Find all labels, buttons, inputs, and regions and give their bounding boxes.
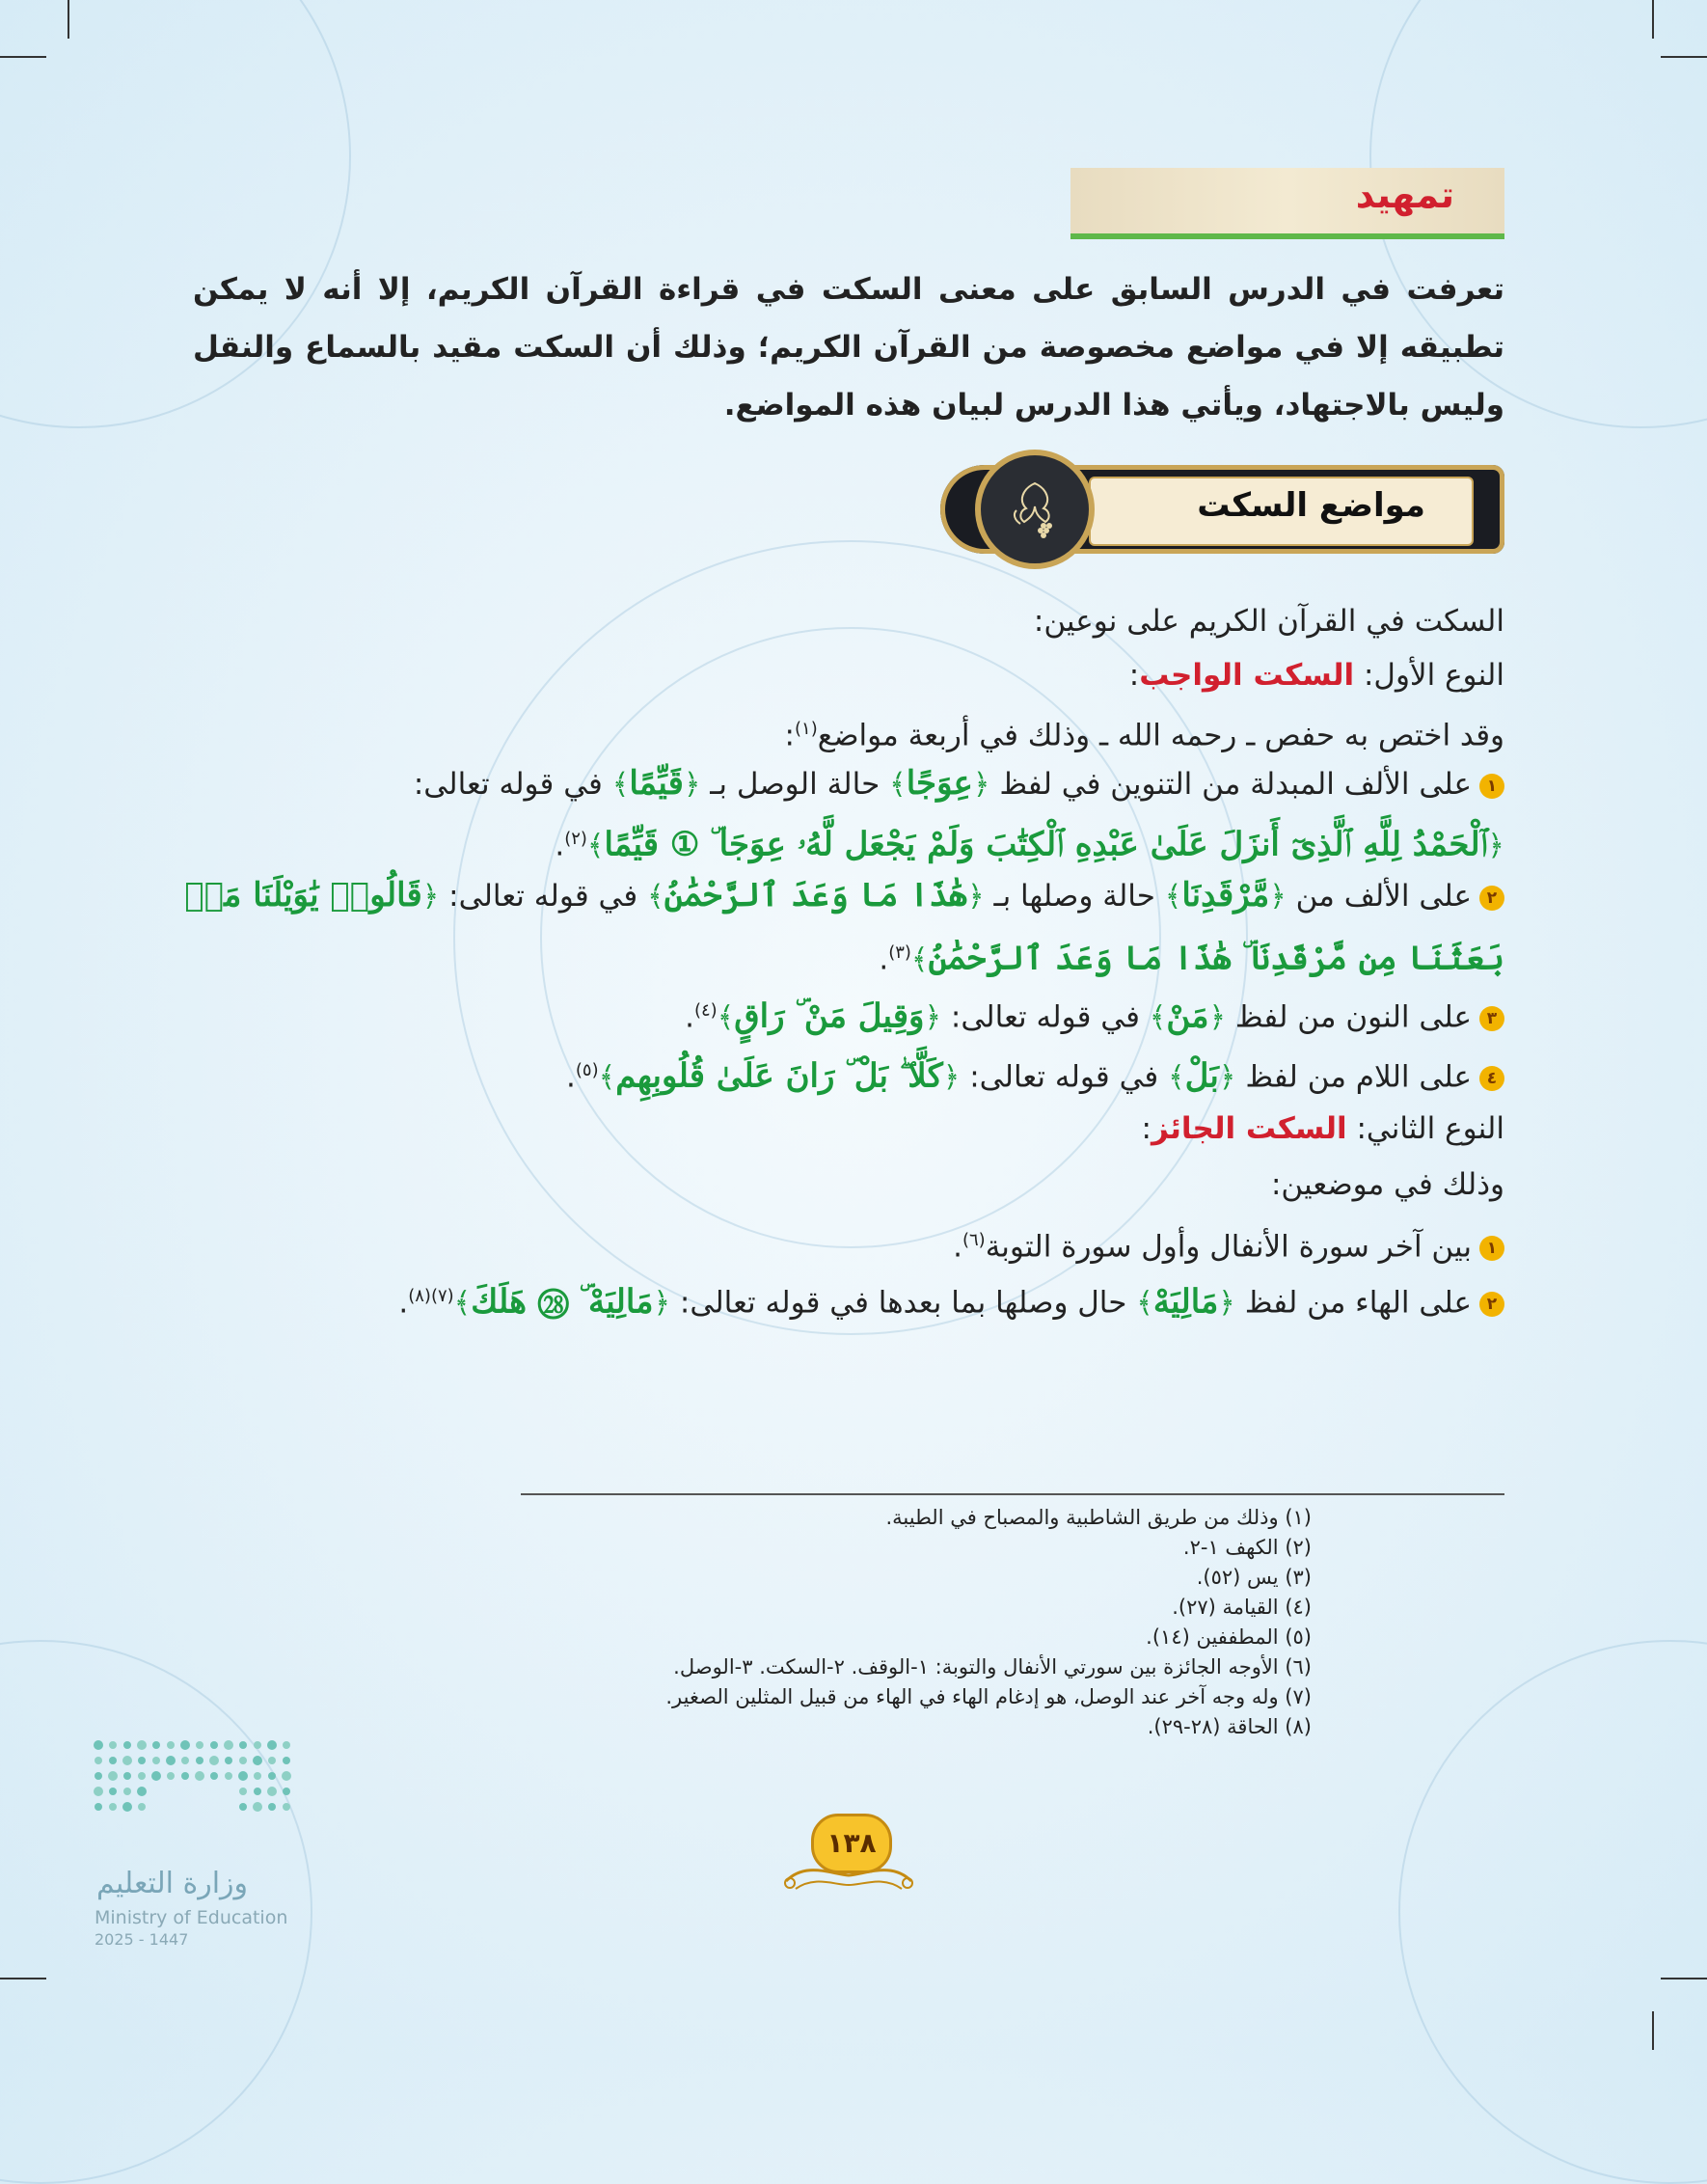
logo-dot [283,1757,290,1764]
page-number-ornament [776,1814,921,1900]
logo-dot [166,1756,176,1765]
intro-title: تمهيد [1355,174,1454,216]
logo-dot [267,1740,277,1750]
logo-dot [239,1788,247,1795]
ministry-logo [89,1732,320,1949]
footnote-ref[interactable]: (٦) [962,1230,986,1250]
ministry-year: 2025 - 1447 [95,1930,189,1949]
list-item [414,755,1504,811]
ornate-bracket: ﴿ [1208,1000,1227,1035]
logo-dot [225,1772,232,1780]
hafs-note: وقد اختص به حفص ـ رحمه الله ـ وذلك في أربعة مواضع [817,718,1504,753]
logo-dot [196,1757,203,1764]
item-text: على اللام من لفظ [1235,1059,1472,1095]
footnote-item: (١) وذلك من طريق الشاطبية والمصباح في الطيبة. [885,1506,1312,1529]
places-intro: وذلك في موضعين: [1270,1167,1504,1202]
period: . [398,1285,409,1321]
logo-dot [123,1788,131,1795]
logo-dot [181,1757,189,1764]
logo-dot [109,1788,117,1795]
item-text: على النون من لفظ [1226,999,1472,1035]
footnote-item: (٦) الأوجه الجائزة بين سورتي الأنفال والتوبة: ١-الوقف. ٢-السكت. ٣-الوصل. [673,1655,1312,1679]
section-title: مواضع السكت [1197,486,1425,525]
item-text: على الهاء من لفظ [1234,1285,1472,1321]
section-banner [940,465,1504,554]
quran-verse: قَالُوا۟ يَٰوَيْلَنَا مَنۢ [184,876,422,915]
footnote-item: (٣) يس (٥٢). [1196,1566,1312,1589]
type2-label: النوع الثاني: [1346,1111,1504,1146]
item-text: على الألف من [1286,879,1472,914]
paragraph-line [1034,593,1504,649]
logo-dot [138,1757,146,1764]
ornate-bracket: ﴾ [1136,1286,1153,1321]
list-item [685,983,1504,1039]
logo-dot [122,1756,132,1765]
ministry-name-ar: وزارة التعليم [96,1867,249,1900]
ornate-bracket: ﴾ [889,768,907,802]
item-number-badge: ٢ [1479,886,1504,911]
item-text: في قوله تعالى: [439,879,648,914]
logo-dot [239,1803,247,1811]
logo-dot [109,1803,117,1811]
type2-heading [1142,1101,1504,1157]
quran-verse: كَلَّا ۖ بَلْ ۜ رَانَ عَلَىٰ قُلُوبِهِم [615,1056,943,1096]
logo-dot [283,1788,290,1795]
logo-dot [137,1787,147,1796]
logo-dot [239,1741,247,1749]
quran-verse: مَالِيَهْ ۜ ㉘ هَلَكَ [471,1282,654,1322]
list-item [953,1213,1504,1269]
logo-dot [122,1802,132,1812]
types-intro: السكت في القرآن الكريم على نوعين: [1033,604,1504,639]
logo-dot [268,1757,276,1764]
logo-dot [195,1771,204,1781]
footnote-item: (٨) الحاقة (٢٨-٢٩). [1147,1715,1312,1738]
logo-dot [123,1772,131,1780]
logo-dot [225,1757,232,1764]
quran-word: قَيِّمًا [629,764,684,803]
quran-word: هَٰذَا مَا وَعَدَ ٱلرَّحْمَٰنُ [664,876,968,915]
item-text: حال وصلها بما بعدها في قوله تعالى: [670,1285,1137,1321]
item-text: حالة الوصل بـ [700,767,890,802]
list-item [566,1043,1504,1099]
ornate-bracket: ﴾ [910,942,929,977]
type1-label: النوع الأول: [1354,658,1504,693]
logo-dot [254,1772,261,1780]
quran-word: عِوَجًا [906,764,973,803]
footnotes [347,1503,1312,1742]
ornate-bracket: ﴿ [421,880,440,914]
period: . [953,1229,962,1265]
ornate-bracket: ﴿ [1218,1060,1236,1095]
ornate-bracket: ﴾ [717,1000,735,1035]
section-banner-inner [1089,477,1474,546]
ornate-bracket: ﴿ [1269,880,1287,914]
list-item [184,867,1504,923]
ornate-bracket: ﴾ [1164,880,1182,914]
ornate-bracket: ﴿ [683,768,701,802]
logo-dot [137,1740,147,1750]
quran-word: مَنْ [1166,996,1209,1036]
footnote-item: (٤) القيامة (٢٧). [1172,1596,1312,1619]
logo-dot [151,1771,161,1781]
type1-heading [1129,647,1504,703]
intro-paragraph: تعرفت في الدرس السابق على معنى السكت في قراءة القرآن الكريم، إلا أنه لا يمكن تطبيقه إلا في مواضع مخصوصة من القرآن الكريم؛ وذلك أن السكت مقيد بالسماع والنقل وليس بالاجتهاد، ويأتي هذا الدرس لبيان هذه المواضع. [193,272,1504,423]
period: . [879,942,889,977]
logo-dot [210,1741,218,1749]
item-number-badge: ٣ [1479,1006,1504,1031]
footnote-ref[interactable]: (١) [795,719,818,739]
logo-dot [138,1772,146,1780]
logo-dot [181,1772,189,1780]
logo-dot [123,1741,131,1749]
paragraph-line [785,701,1504,757]
logo-dot [109,1741,117,1749]
colon: : [784,718,795,753]
grape-leaf-icon [975,450,1095,569]
footnote-divider [521,1493,1504,1495]
footnote-item: (٢) الكهف ١-٢. [1182,1536,1312,1559]
intro-header [1070,168,1504,239]
quran-word: مَالِيَهْ [1152,1282,1219,1322]
ministry-dots-logo-icon [89,1732,311,1847]
ornate-bracket: ﴾ [611,768,630,802]
type2-name: السكت الجائز [1151,1111,1347,1146]
item-text: في قوله تعالى: [941,999,1150,1035]
item-text: على الألف المبدلة من التنوين في لفظ [989,767,1472,802]
quran-verse: بَعَثَنَا مِن مَّرْقَدِنَا ۜ هَٰذَا مَا وَعَدَ ٱلرَّحْمَٰنُ [928,939,1504,978]
logo-dot [94,1740,103,1750]
ornate-bracket: ﴾ [453,1286,472,1321]
logo-dot [210,1772,218,1780]
logo-dot [152,1757,160,1764]
type1-name: السكت الواجب [1139,658,1355,693]
ornate-bracket: ﴾ [598,1060,616,1095]
quran-verse: وَقِيلَ مَنْ ۜ رَاقٍ [734,996,925,1036]
quran-word: بَلْ [1184,1056,1219,1096]
ornate-bracket: ﴿ [942,1060,961,1095]
logo-dot [95,1757,102,1764]
item-number-badge: ١ [1479,1236,1504,1261]
ornate-bracket: ﴿ [924,1000,942,1035]
logo-dot [180,1740,190,1750]
item-number-badge: ٢ [1479,1292,1504,1317]
footnote-ref[interactable]: (٥) [575,1060,599,1080]
item-text: بين آخر سورة الأنفال وأول سورة التوبة [985,1229,1472,1265]
period: . [555,828,565,863]
type2-colon: : [1141,1111,1152,1146]
ornate-bracket: ﴿ [653,1286,671,1321]
logo-dot [282,1771,291,1781]
logo-dot [95,1772,102,1780]
logo-dot [109,1757,117,1764]
logo-dot [254,1741,261,1749]
verse-line [555,811,1504,867]
ornate-bracket: ﴿ [967,880,985,914]
ornate-bracket: ﴿ [1487,829,1504,863]
ornate-bracket: ﴾ [1149,1000,1167,1035]
logo-dot [254,1788,261,1795]
ornate-bracket: ﴾ [647,880,664,914]
ornate-bracket: ﴾ [586,829,605,863]
logo-dot [224,1740,233,1750]
logo-dot [239,1757,247,1764]
footnote-ref[interactable]: (٤) [693,1000,718,1021]
type1-colon: : [1128,658,1140,693]
footnote-ref[interactable]: (٧)(٨) [408,1286,454,1306]
logo-dot [283,1741,290,1749]
ministry-name-en: Ministry of Education [95,1907,288,1928]
logo-dot [268,1803,276,1811]
logo-dot [152,1741,160,1749]
logo-dot [138,1803,146,1811]
ornate-bracket: ﴿ [1218,1286,1235,1321]
footnote-ref[interactable]: (٢) [564,829,587,849]
item-number-badge: ١ [1479,774,1504,799]
logo-dot [253,1802,262,1812]
footnote-item: (٧) وله وجه آخر عند الوصل، هو إدغام الهاء في الهاء من قبيل المثلين الصغير. [665,1685,1312,1708]
page-number: ١٣٨ [811,1814,892,1873]
item-number-badge: ٤ [1479,1066,1504,1091]
logo-dot [167,1741,175,1749]
item-text: في قوله تعالى: [413,767,612,802]
logo-dot [267,1787,277,1796]
quran-word: مَّرْقَدِنَا [1181,876,1270,915]
logo-dot [167,1772,175,1780]
logo-dot [268,1772,276,1780]
logo-dot [283,1803,290,1811]
verse-line [879,925,1504,981]
period: . [685,999,694,1035]
logo-dot [238,1771,248,1781]
logo-dot [209,1756,219,1765]
quran-verse: ٱلْحَمْدُ لِلَّهِ ٱلَّذِىٓ أَنزَلَ عَلَىٰ عَبْدِهِ ٱلْكِتَٰبَ وَلَمْ يَجْعَل لَّهُۥ عِوَجَا ۜ ① قَيِّمًا [604,825,1488,864]
item-text: في قوله تعالى: [960,1059,1169,1095]
footnote-item: (٥) المطففين (١٤). [1146,1625,1312,1649]
paragraph-line [1271,1157,1504,1213]
ornate-bracket: ﴿ [972,768,990,802]
logo-dot [196,1741,203,1749]
logo-dot [94,1787,103,1796]
footnote-ref[interactable]: (٣) [888,942,911,963]
item-text: حالة وصلها بـ [984,879,1165,914]
period: . [566,1059,576,1095]
logo-dot [95,1803,102,1811]
ornate-bracket: ﴾ [1168,1060,1185,1095]
logo-dot [253,1756,262,1765]
logo-dot [108,1771,118,1781]
list-item [398,1269,1504,1324]
